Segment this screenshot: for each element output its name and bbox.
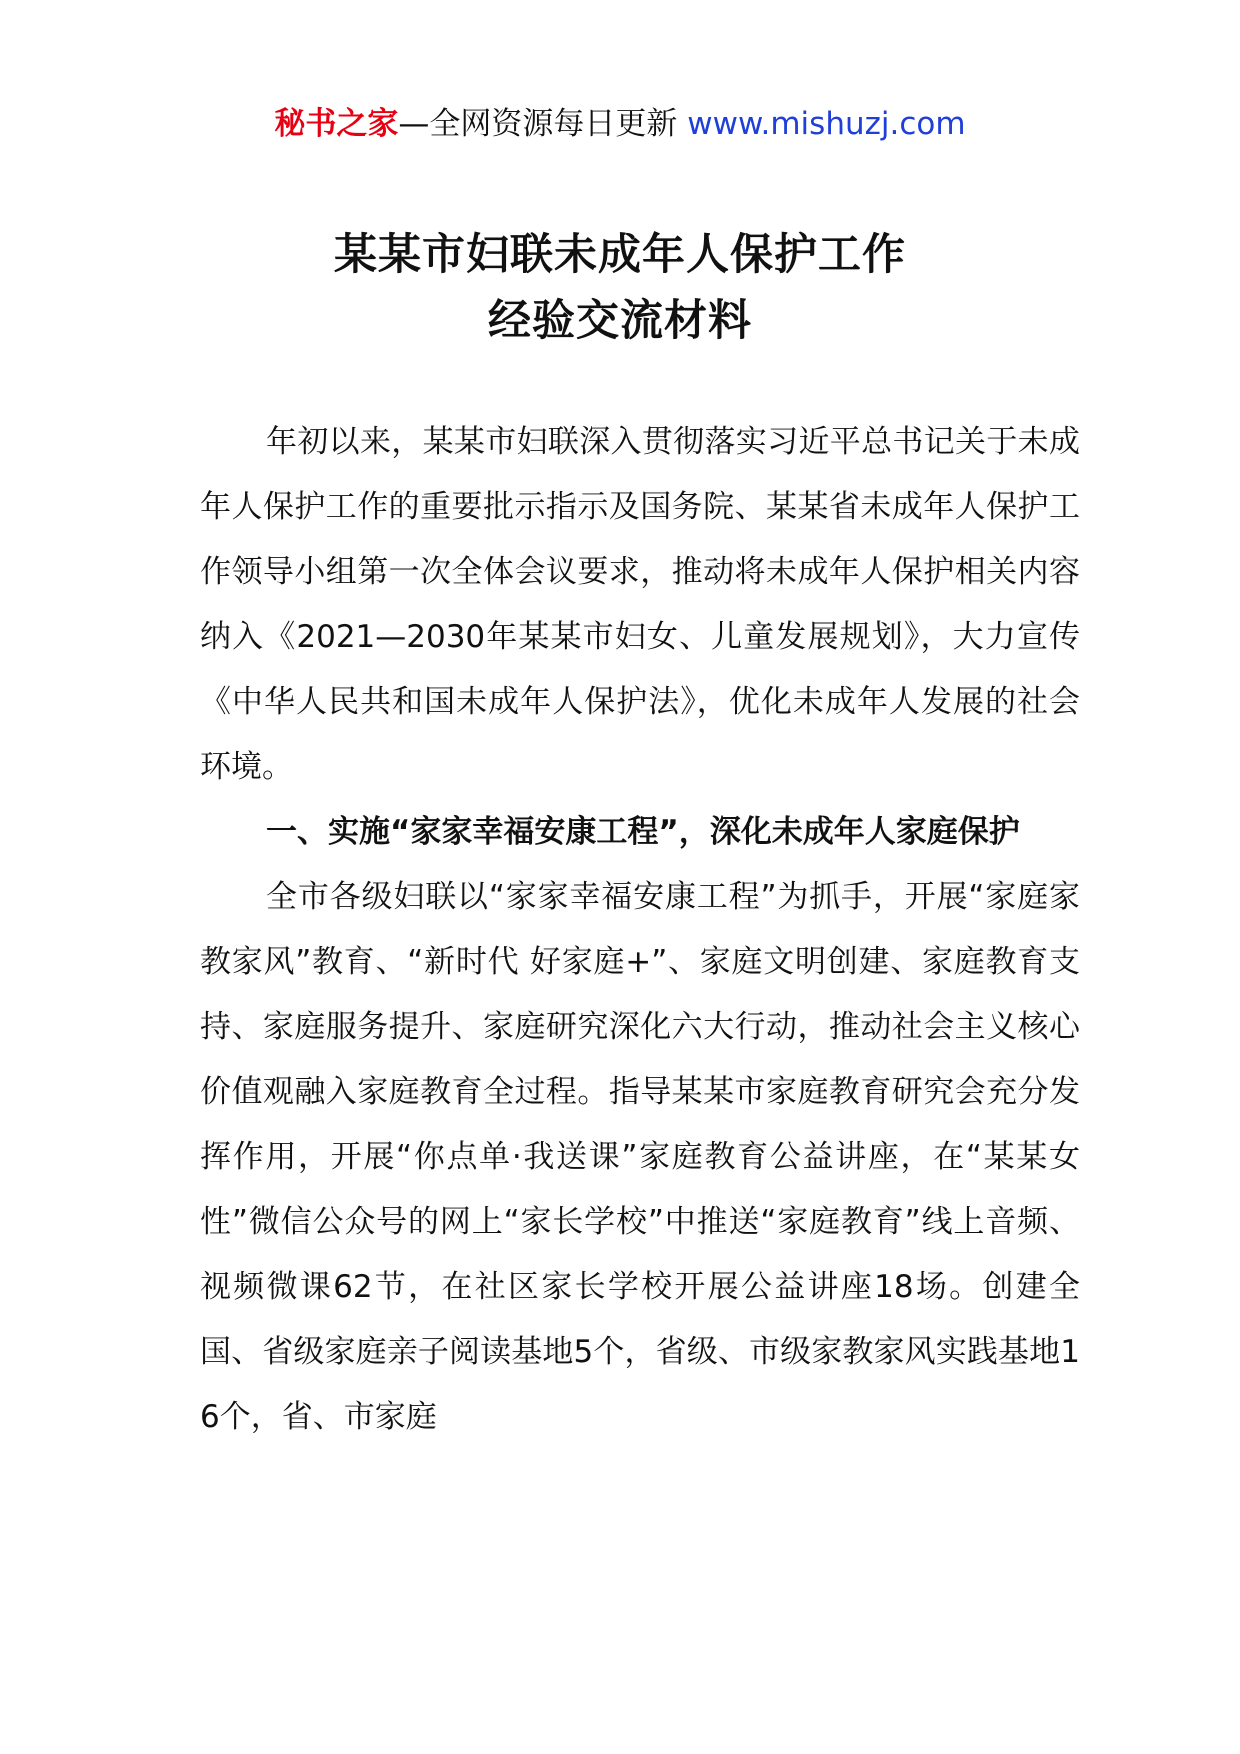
- site-url-link[interactable]: www.mishuzj.com: [687, 106, 966, 142]
- document-title: [0, 222, 1240, 354]
- title-line-2: 经验交流材料: [488, 296, 752, 346]
- section-1-paragraph: 全市各级妇联以“家家幸福安康工程”为抓手，开展“家庭家教家风”教育、“新时代 好家庭+”、家庭文明创建、家庭教育支持、家庭服务提升、家庭研究深化六大行动，推动社会主义核心价值观融入家庭教育全过程。指导某某市家庭教育研究会充分发挥作用，开展“你点单·我送课”家庭教育公益讲座，在“某某女性”微信公众号的网上“家长学校”中推送“家庭教育”线上音频、视频微课62节，在社区家长学校开展公益讲座18场。创建全国、省级家庭亲子阅读基地5个，省级、市级家教家风实践基地16个，省、市家庭: [200, 879, 1080, 1435]
- brand-name: 秘书之家: [274, 106, 399, 142]
- intro-paragraph: 年初以来，某某市妇联深入贯彻落实习近平总书记关于未成年人保护工作的重要批示指示及国务院、某某省未成年人保护工作领导小组第一次全体会议要求，推动将未成年人保护相关内容纳入《2021—2030年某某市妇女、儿童发展规划》，大力宣传《中华人民共和国未成年人保护法》，优化未成年人发展的社会环境。: [200, 424, 1080, 785]
- banner-slogan: —全网资源每日更新: [398, 106, 688, 142]
- section-1-heading: 一、实施“家家幸福安康工程”，深化未成年人家庭保护: [266, 814, 1020, 850]
- site-banner: [0, 102, 1240, 146]
- title-line-1: 某某市妇联未成年人保护工作: [334, 230, 906, 280]
- document-body: [200, 410, 1080, 1450]
